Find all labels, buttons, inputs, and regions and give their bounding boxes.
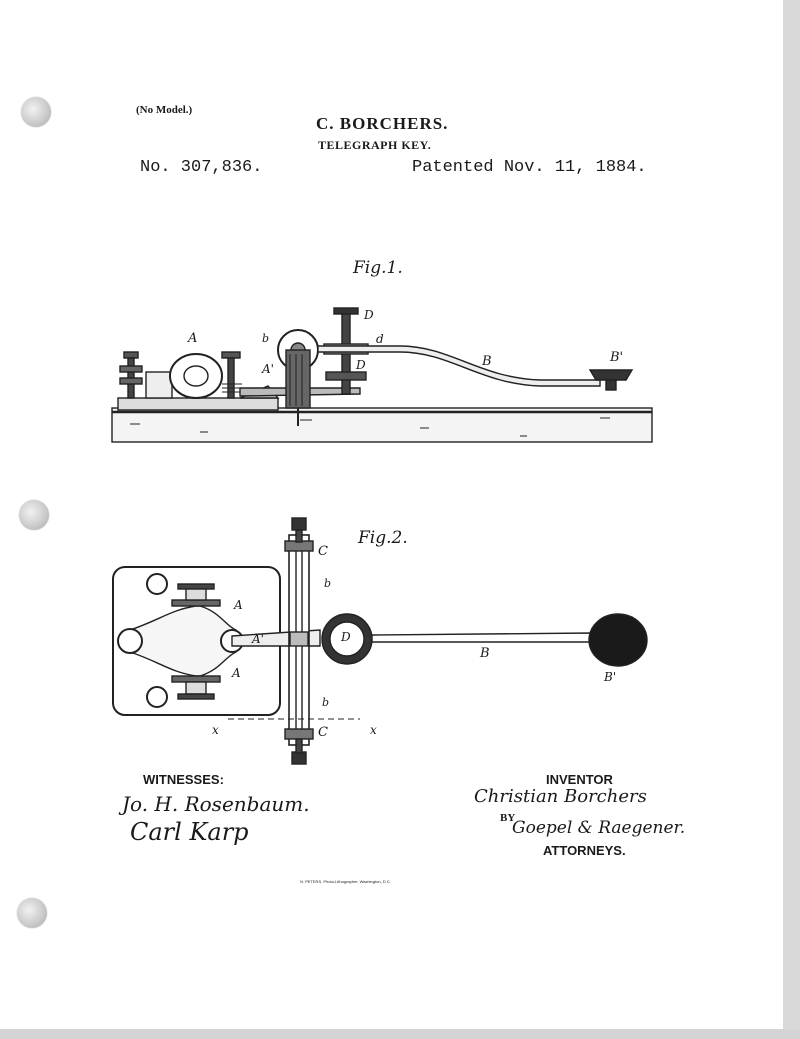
fig2-label-A-bottom: A: [232, 666, 241, 680]
fig2-label-x-left: x: [212, 723, 219, 737]
fig2-label-D: D: [341, 630, 351, 644]
fig1-title: Fig.1.: [353, 258, 403, 278]
fig2-label-b-top: b: [324, 577, 332, 590]
fig2-label-A1: A': [252, 632, 264, 646]
witnesses-label: WITNESSES:: [143, 772, 224, 787]
fig1-drawing: [112, 308, 652, 442]
witness1-signature: Jo. H. Rosenbaum.: [122, 792, 310, 816]
inventor-name-heading: C. BORCHERS.: [316, 114, 449, 133]
fig2-label-C-bottom: C: [318, 725, 328, 740]
fig1-label-B: B: [482, 354, 492, 369]
inventor-signature: Christian Borchers: [474, 786, 647, 807]
by-label: BY: [500, 812, 516, 824]
invention-title: TELEGRAPH KEY.: [318, 138, 432, 152]
no-model-note: (No Model.): [136, 104, 193, 116]
printer-credit: N. PETERS, Photo-Lithographer, Washington, D.C.: [300, 879, 391, 884]
fig2-label-x-right: x: [370, 723, 377, 737]
attorneys-signature: Goepel & Raegener.: [512, 818, 686, 838]
fig1-label-B1: B': [610, 350, 624, 365]
fig2-label-B1: B': [604, 670, 617, 684]
fig1-label-b: b: [262, 332, 270, 345]
attorneys-label: ATTORNEYS.: [543, 843, 626, 858]
fig1-label-D-bottom: D: [356, 358, 366, 372]
fig1-label-A: A: [188, 331, 198, 346]
witness2-signature: Carl Karp: [130, 818, 249, 846]
patent-number: No. 307,836.: [140, 158, 263, 177]
fig1-label-d: d: [376, 332, 384, 346]
patent-date: Patented Nov. 11, 1884.: [412, 158, 647, 177]
fig2-label-B: B: [480, 646, 490, 661]
inventor-label: INVENTOR: [546, 772, 613, 787]
fig2-label-b-bottom: b: [322, 696, 330, 709]
fig2-label-A-top: A: [234, 598, 243, 612]
fig2-label-C-top: C: [318, 544, 328, 559]
fig2-title: Fig.2.: [358, 528, 408, 548]
fig2-drawing: [113, 518, 647, 764]
fig1-label-D-top: D: [364, 308, 374, 322]
fig1-label-A1: A': [262, 362, 274, 376]
